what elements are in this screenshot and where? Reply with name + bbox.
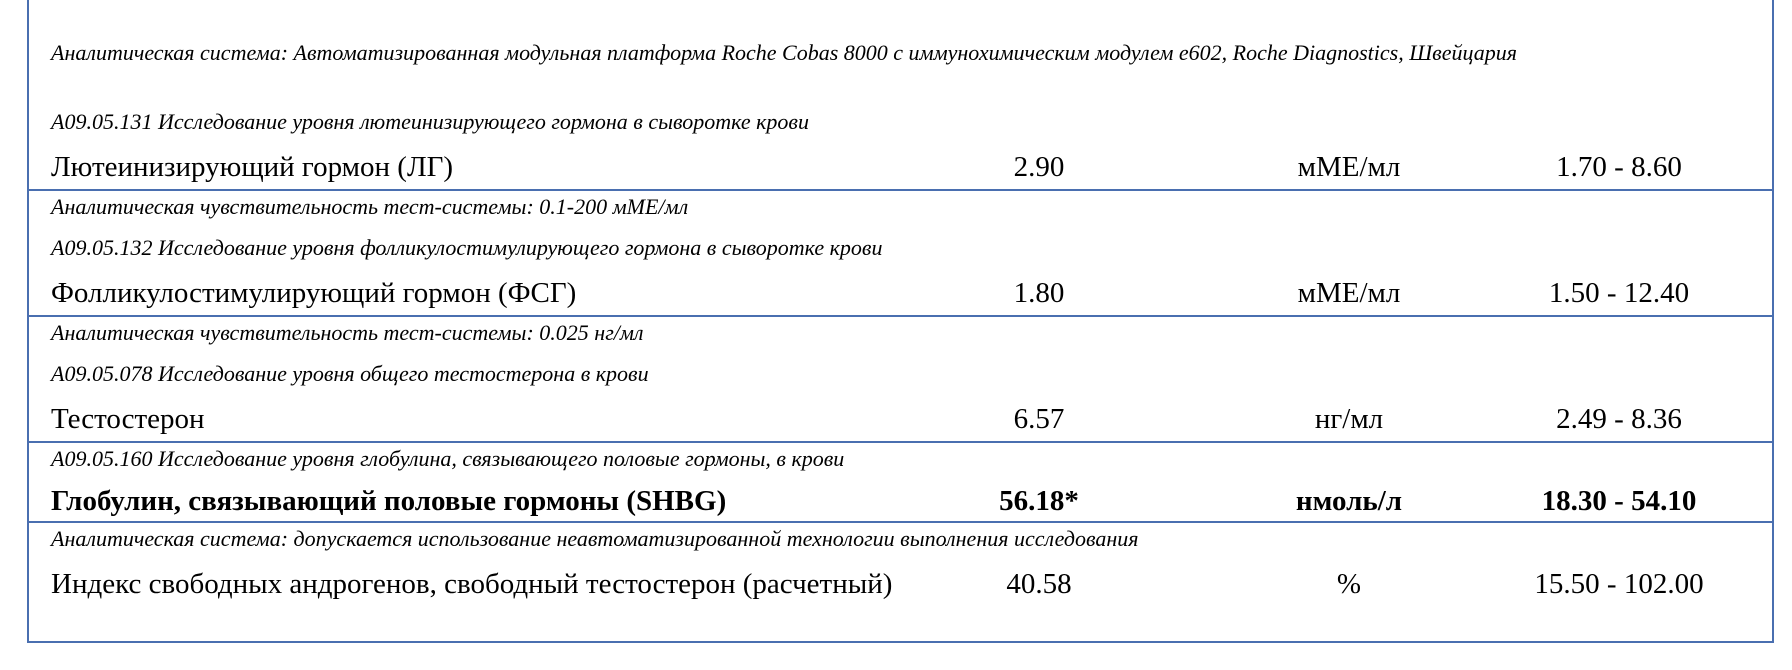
test-name: Индекс свободных андрогенов, свободный тестостерон (расчетный) [51, 568, 893, 600]
test-value: 1.80 [1013, 277, 1065, 309]
test-name: Фолликулостимулирующий гормон (ФСГ) [51, 277, 577, 309]
test-unit: % [1336, 568, 1362, 600]
test-code-fsh: А09.05.132 Исследование уровня фолликулостимулирующего гормона в сыворотке крови [51, 235, 883, 260]
sensitivity-note-lh: Аналитическая чувствительность тест-системы: 0.1-200 мМЕ/мл [51, 194, 689, 219]
test-reference-range: 15.50 - 102.00 [1534, 568, 1704, 600]
analytical-system-note: Аналитическая система: Автоматизированная модульная платформа Roche Cobas 8000 с иммунохимическим модулем е602, Roche Diagnostics, Швейцария [51, 40, 1517, 65]
test-unit: мМЕ/мл [1297, 151, 1401, 183]
analytical-system-note-manual: Аналитическая система: допускается использование неавтоматизированной технологии выполнения исследования [51, 526, 1139, 551]
lab-report-table [27, 0, 1774, 643]
test-name: Лютеинизирующий гормон (ЛГ) [51, 151, 454, 183]
test-reference-range: 2.49 - 8.36 [1556, 403, 1682, 435]
result-row-free-androgen-index [29, 564, 1772, 604]
test-name: Глобулин, связывающий половые гормоны (SHBG) [51, 485, 727, 517]
test-value: 6.57 [1013, 403, 1065, 435]
test-unit: нмоль/л [1295, 485, 1403, 517]
test-reference-range: 1.50 - 12.40 [1548, 277, 1690, 309]
test-value-flagged: 56.18* [999, 485, 1079, 517]
result-row-lh [29, 147, 1772, 187]
result-row-fsh [29, 273, 1772, 313]
result-row-testosterone [29, 399, 1772, 439]
test-code-shbg: А09.05.160 Исследование уровня глобулина, связывающего половые гормоны, в крови [51, 446, 845, 471]
test-reference-range: 1.70 - 8.60 [1556, 151, 1682, 183]
result-row-shbg [29, 481, 1772, 521]
test-code-lh: А09.05.131 Исследование уровня лютеинизирующего гормона в сыворотке крови [51, 109, 809, 134]
test-unit: мМЕ/мл [1297, 277, 1401, 309]
test-unit: нг/мл [1314, 403, 1384, 435]
sensitivity-note-fsh: Аналитическая чувствительность тест-системы: 0.025 нг/мл [51, 320, 644, 345]
test-value: 2.90 [1013, 151, 1065, 183]
test-code-testosterone: А09.05.078 Исследование уровня общего тестостерона в крови [51, 361, 649, 386]
test-reference-range: 18.30 - 54.10 [1541, 485, 1697, 517]
test-name: Тестостерон [51, 403, 205, 435]
test-value: 40.58 [1006, 568, 1072, 600]
